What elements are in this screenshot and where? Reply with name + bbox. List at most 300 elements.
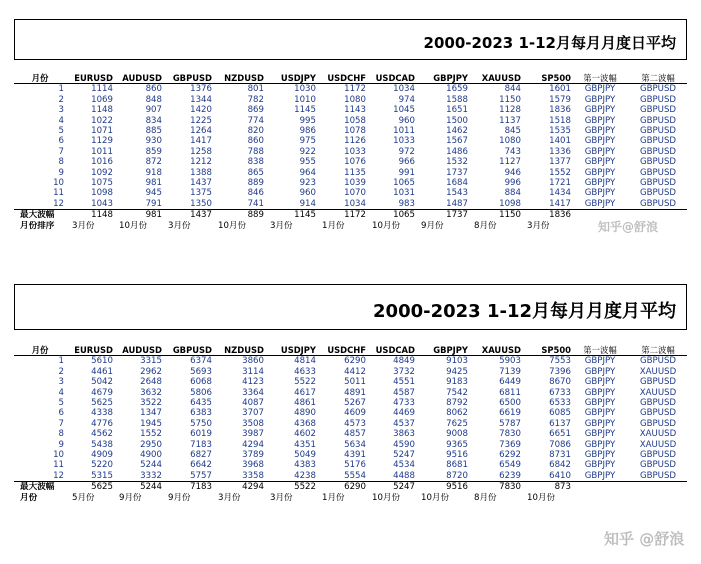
table-cell: 1070 bbox=[344, 188, 366, 199]
header-row bbox=[14, 345, 687, 356]
table-cell: 3789 bbox=[242, 450, 264, 461]
summary-cell: 3月份 bbox=[270, 492, 293, 503]
summary-cell: 873 bbox=[521, 482, 571, 493]
table-cell: 5 bbox=[58, 126, 64, 137]
table-cell: 834 bbox=[145, 115, 162, 126]
table-cell: 1137 bbox=[499, 115, 521, 126]
table-cell: 1150 bbox=[499, 94, 521, 105]
table-row bbox=[14, 460, 687, 470]
table-cell: 1344 bbox=[190, 94, 212, 105]
table-cell: 918 bbox=[145, 167, 162, 178]
table-cell: 1401 bbox=[549, 136, 571, 147]
table-cell: 3 bbox=[58, 105, 64, 116]
column-header: GBPUSD bbox=[162, 345, 212, 356]
table-row bbox=[14, 429, 687, 439]
table-cell: 1388 bbox=[190, 167, 212, 178]
table-cell: 3732 bbox=[393, 366, 415, 377]
table-cell: 5634 bbox=[344, 439, 366, 450]
table-cell: 1258 bbox=[190, 146, 212, 157]
column-header: GBPUSD bbox=[162, 73, 212, 84]
table-cell: 1552 bbox=[549, 167, 571, 178]
table-cell: 1543 bbox=[446, 188, 468, 199]
summary-cell: 4294 bbox=[212, 482, 264, 493]
table-cell: 3 bbox=[58, 377, 64, 388]
table-cell: 964 bbox=[299, 167, 316, 178]
table-cell: GBPJPY bbox=[584, 157, 616, 168]
table-cell: 4537 bbox=[393, 418, 415, 429]
table-cell: 1420 bbox=[190, 105, 212, 116]
table-cell: 1417 bbox=[190, 136, 212, 147]
table-cell: 6500 bbox=[499, 398, 521, 409]
summary-cell: 6290 bbox=[316, 482, 366, 493]
watermark: 知乎 @舒浪 bbox=[604, 530, 685, 548]
column-header: 月份 bbox=[14, 73, 66, 84]
table-cell: 1043 bbox=[91, 198, 113, 209]
table-cell: 3987 bbox=[242, 429, 264, 440]
table-cell: 1076 bbox=[344, 157, 366, 168]
table-cell: GBPJPY bbox=[584, 460, 616, 471]
table-cell: GBPJPY bbox=[584, 398, 616, 409]
column-header: GBPJPY bbox=[415, 73, 468, 84]
title-box bbox=[14, 19, 687, 60]
table-cell: GBPJPY bbox=[584, 178, 616, 189]
table-cell: 975 bbox=[299, 136, 316, 147]
table-cell: 12 bbox=[53, 470, 64, 481]
table-cell: 3632 bbox=[140, 387, 162, 398]
table-cell: 1945 bbox=[140, 418, 162, 429]
table-cell: 4617 bbox=[294, 387, 316, 398]
column-header: USDJPY bbox=[264, 73, 316, 84]
table-row bbox=[14, 116, 687, 126]
table-cell: 946 bbox=[504, 167, 521, 178]
summary-cell: 7183 bbox=[162, 482, 212, 493]
table-cell: 1092 bbox=[91, 167, 113, 178]
table-cell: 1033 bbox=[393, 136, 415, 147]
table-cell: 1518 bbox=[549, 115, 571, 126]
table-cell: 4602 bbox=[294, 429, 316, 440]
table-cell: 5610 bbox=[91, 356, 113, 367]
table-cell: 2 bbox=[58, 366, 64, 377]
table-cell: 743 bbox=[504, 146, 521, 157]
summary-cell: 9516 bbox=[415, 482, 468, 493]
table-cell: GBPUSD bbox=[639, 450, 677, 461]
table-cell: 6410 bbox=[549, 470, 571, 481]
table-cell: 5315 bbox=[91, 470, 113, 481]
table-cell: 8681 bbox=[446, 460, 468, 471]
table-cell: 4 bbox=[58, 387, 64, 398]
summary-cell: 9月份 bbox=[168, 492, 191, 503]
table-cell: GBPUSD bbox=[639, 126, 677, 137]
table-cell: 7086 bbox=[549, 439, 571, 450]
column-header: 月份 bbox=[14, 345, 66, 356]
table-cell: 1058 bbox=[344, 115, 366, 126]
table-cell: 4368 bbox=[294, 418, 316, 429]
column-header: XAUUSD bbox=[468, 73, 521, 84]
table-cell: GBPJPY bbox=[584, 105, 616, 116]
table-cell: 1080 bbox=[344, 94, 366, 105]
table-cell: 4294 bbox=[242, 439, 264, 450]
table-cell: 2 bbox=[58, 94, 64, 105]
table-cell: 1135 bbox=[344, 167, 366, 178]
column-header: SP500 bbox=[521, 345, 571, 356]
table-cell: GBPJPY bbox=[584, 84, 616, 95]
table-cell: 3358 bbox=[242, 470, 264, 481]
table-cell: 1075 bbox=[91, 178, 113, 189]
table-cell: 6068 bbox=[190, 377, 212, 388]
table-cell: 9008 bbox=[446, 429, 468, 440]
summary-cell: 1836 bbox=[521, 210, 571, 221]
column-header: USDCAD bbox=[366, 73, 415, 84]
table-cell: 5438 bbox=[91, 439, 113, 450]
table-cell: GBPUSD bbox=[639, 157, 677, 168]
table-cell: 6549 bbox=[499, 460, 521, 471]
table-cell: 1069 bbox=[91, 94, 113, 105]
table-cell: 5750 bbox=[190, 418, 212, 429]
table-cell: 8731 bbox=[549, 450, 571, 461]
summary-cell: 5月份 bbox=[72, 492, 95, 503]
table-cell: 1 bbox=[58, 356, 64, 367]
summary-cell bbox=[629, 482, 687, 493]
table-cell: 1127 bbox=[499, 157, 521, 168]
table-cell: XAUUSD bbox=[639, 366, 677, 377]
table-cell: 6435 bbox=[190, 398, 212, 409]
table-cell: 1011 bbox=[91, 146, 113, 157]
table-cell: 1080 bbox=[499, 136, 521, 147]
table-cell: 1836 bbox=[549, 105, 571, 116]
summary-cell: 10月份 bbox=[119, 220, 148, 231]
table-cell: 1114 bbox=[91, 84, 113, 95]
table-cell: GBPJPY bbox=[584, 408, 616, 419]
summary-cell: 3月份 bbox=[168, 220, 191, 231]
table-cell: 6239 bbox=[499, 470, 521, 481]
table-cell: 4890 bbox=[294, 408, 316, 419]
table-cell: 5176 bbox=[344, 460, 366, 471]
table-row bbox=[14, 188, 687, 198]
summary-cell: 1月份 bbox=[322, 220, 345, 231]
table-cell: 4849 bbox=[393, 356, 415, 367]
table-cell: 865 bbox=[247, 167, 264, 178]
table-cell: 5042 bbox=[91, 377, 113, 388]
summary-cell: 1148 bbox=[66, 210, 113, 221]
table-cell: 5 bbox=[58, 398, 64, 409]
table-row bbox=[14, 408, 687, 418]
table-cell: 1022 bbox=[91, 115, 113, 126]
table-cell: 846 bbox=[247, 188, 264, 199]
max-row bbox=[14, 210, 687, 221]
table-cell: 1172 bbox=[344, 84, 366, 95]
table-cell: 6085 bbox=[549, 408, 571, 419]
title-box bbox=[14, 284, 687, 330]
table-cell: 1535 bbox=[549, 126, 571, 137]
table-cell: 4573 bbox=[344, 418, 366, 429]
table-cell: 4733 bbox=[393, 398, 415, 409]
table-cell: 9365 bbox=[446, 439, 468, 450]
table-cell: 1148 bbox=[91, 105, 113, 116]
table-cell: 4087 bbox=[242, 398, 264, 409]
table-row bbox=[14, 105, 687, 115]
summary-cell: 8月份 bbox=[474, 492, 497, 503]
table-cell: 7183 bbox=[190, 439, 212, 450]
table-cell: GBPUSD bbox=[639, 136, 677, 147]
table-cell: 1376 bbox=[190, 84, 212, 95]
table-cell: 11 bbox=[53, 188, 64, 199]
table-cell: 1417 bbox=[549, 198, 571, 209]
table-cell: 1071 bbox=[91, 126, 113, 137]
table-cell: GBPJPY bbox=[584, 439, 616, 450]
table-cell: 1126 bbox=[344, 136, 366, 147]
table-cell: 7 bbox=[58, 146, 64, 157]
table-cell: 7139 bbox=[499, 366, 521, 377]
table-cell: GBPJPY bbox=[584, 429, 616, 440]
table-cell: 1347 bbox=[140, 408, 162, 419]
table-cell: 3860 bbox=[242, 356, 264, 367]
table-cell: 5757 bbox=[190, 470, 212, 481]
table-cell: GBPUSD bbox=[639, 460, 677, 471]
summary-cell: 981 bbox=[113, 210, 162, 221]
table-cell: GBPUSD bbox=[639, 356, 677, 367]
table-cell: 860 bbox=[145, 84, 162, 95]
table-cell: 6642 bbox=[190, 460, 212, 471]
table-cell: 1129 bbox=[91, 136, 113, 147]
column-header: 第二波幅 bbox=[629, 345, 687, 356]
table-cell: 8670 bbox=[549, 377, 571, 388]
table-cell: GBPJPY bbox=[584, 115, 616, 126]
table-cell: 1434 bbox=[549, 188, 571, 199]
daily-average-table bbox=[14, 73, 687, 231]
table-row bbox=[14, 95, 687, 105]
table-cell: 6827 bbox=[190, 450, 212, 461]
table-cell: GBPUSD bbox=[639, 84, 677, 95]
table-cell: 914 bbox=[299, 198, 316, 209]
table-cell: 2950 bbox=[140, 439, 162, 450]
table-cell: 741 bbox=[247, 198, 264, 209]
table-cell: 4633 bbox=[294, 366, 316, 377]
summary-cell: 3月份 bbox=[72, 220, 95, 231]
table-cell: 1486 bbox=[446, 146, 468, 157]
table-row bbox=[14, 450, 687, 460]
table-cell: 1377 bbox=[549, 157, 571, 168]
table-cell: 1011 bbox=[393, 126, 415, 137]
table-cell: 6 bbox=[58, 136, 64, 147]
table-cell: 4391 bbox=[344, 450, 366, 461]
table-cell: 6449 bbox=[499, 377, 521, 388]
table-cell: 10 bbox=[53, 178, 64, 189]
table-cell: 6842 bbox=[549, 460, 571, 471]
table-cell: 7553 bbox=[549, 356, 571, 367]
table-cell: 1567 bbox=[446, 136, 468, 147]
table-cell: 1031 bbox=[393, 188, 415, 199]
table-cell: 1264 bbox=[190, 126, 212, 137]
table-cell: 6811 bbox=[499, 387, 521, 398]
table-cell: 7625 bbox=[446, 418, 468, 429]
summary-cell: 月份 bbox=[20, 492, 38, 503]
table-cell: GBPJPY bbox=[584, 470, 616, 481]
table-cell: 1579 bbox=[549, 94, 571, 105]
summary-cell: 5247 bbox=[366, 482, 415, 493]
table-cell: 1552 bbox=[140, 429, 162, 440]
table-cell: 1737 bbox=[446, 167, 468, 178]
summary-cell: 3月份 bbox=[527, 220, 550, 231]
table-cell: 5806 bbox=[190, 387, 212, 398]
table-cell: 9 bbox=[58, 167, 64, 178]
summary-cell: 10月份 bbox=[372, 220, 401, 231]
table-cell: GBPJPY bbox=[584, 188, 616, 199]
table-cell: 6292 bbox=[499, 450, 521, 461]
table-cell: 5220 bbox=[91, 460, 113, 471]
table-cell: 844 bbox=[504, 84, 521, 95]
table-cell: 6137 bbox=[549, 418, 571, 429]
table-cell: 4909 bbox=[91, 450, 113, 461]
column-header: USDCHF bbox=[316, 345, 366, 356]
column-header: SP500 bbox=[521, 73, 571, 84]
table-row bbox=[14, 377, 687, 387]
table-cell: 4891 bbox=[344, 387, 366, 398]
table-cell: 1721 bbox=[549, 178, 571, 189]
table-row bbox=[14, 136, 687, 146]
table-cell: 4123 bbox=[242, 377, 264, 388]
table-cell: 1336 bbox=[549, 146, 571, 157]
table-cell: 884 bbox=[504, 188, 521, 199]
table-cell: 5244 bbox=[140, 460, 162, 471]
table-cell: 955 bbox=[299, 157, 316, 168]
table-row bbox=[14, 419, 687, 429]
table-cell: 3707 bbox=[242, 408, 264, 419]
table-cell: GBPJPY bbox=[584, 450, 616, 461]
table-cell: 5554 bbox=[344, 470, 366, 481]
summary-cell bbox=[571, 482, 629, 493]
table-cell: 5049 bbox=[294, 450, 316, 461]
table-cell: 4351 bbox=[294, 439, 316, 450]
table-cell: GBPUSD bbox=[639, 408, 677, 419]
column-header: EURUSD bbox=[66, 73, 113, 84]
table-cell: 1212 bbox=[190, 157, 212, 168]
column-header: NZDUSD bbox=[212, 345, 264, 356]
table-cell: 966 bbox=[398, 157, 415, 168]
table-cell: 7 bbox=[58, 418, 64, 429]
table-cell: 3364 bbox=[242, 387, 264, 398]
column-header: NZDUSD bbox=[212, 73, 264, 84]
summary-cell: 8月份 bbox=[474, 220, 497, 231]
table-cell: 4776 bbox=[91, 418, 113, 429]
table-cell: 859 bbox=[145, 146, 162, 157]
summary-cell: 最大波幅 bbox=[14, 210, 66, 221]
table-cell: 1030 bbox=[294, 84, 316, 95]
table-cell: 930 bbox=[145, 136, 162, 147]
table-cell: 1532 bbox=[446, 157, 468, 168]
column-header: 第一波幅 bbox=[571, 73, 629, 84]
table-cell: 4609 bbox=[344, 408, 366, 419]
table-cell: 3315 bbox=[140, 356, 162, 367]
table-cell: 4488 bbox=[393, 470, 415, 481]
table-cell: 1225 bbox=[190, 115, 212, 126]
table-cell: 860 bbox=[247, 136, 264, 147]
table-cell: 5247 bbox=[393, 450, 415, 461]
order-row bbox=[14, 221, 687, 231]
table-cell: 5693 bbox=[190, 366, 212, 377]
column-header: GBPJPY bbox=[415, 345, 468, 356]
summary-cell: 月份排序 bbox=[20, 220, 55, 231]
table-cell: 4814 bbox=[294, 356, 316, 367]
table-cell: 3508 bbox=[242, 418, 264, 429]
table-cell: 4412 bbox=[344, 366, 366, 377]
table-cell: 1098 bbox=[499, 198, 521, 209]
table-cell: 3332 bbox=[140, 470, 162, 481]
summary-cell: 1437 bbox=[162, 210, 212, 221]
table-cell: 6290 bbox=[344, 356, 366, 367]
table-cell: 4338 bbox=[91, 408, 113, 419]
summary-cell bbox=[629, 493, 687, 503]
summary-cell: 5522 bbox=[264, 482, 316, 493]
column-header: XAUUSD bbox=[468, 345, 521, 356]
table-cell: XAUUSD bbox=[639, 429, 677, 440]
table-row bbox=[14, 367, 687, 377]
table-title: 2000-2023 1-12月每月月度日平均 bbox=[423, 34, 676, 52]
summary-cell bbox=[571, 493, 629, 503]
table-cell: 782 bbox=[247, 94, 264, 105]
table-cell: 1128 bbox=[499, 105, 521, 116]
summary-cell: 3月份 bbox=[270, 220, 293, 231]
table-cell: 3522 bbox=[140, 398, 162, 409]
table-cell: 788 bbox=[247, 146, 264, 157]
table-cell: GBPJPY bbox=[584, 94, 616, 105]
table-cell: 4679 bbox=[91, 387, 113, 398]
table-cell: 1065 bbox=[393, 178, 415, 189]
table-cell: 1098 bbox=[91, 188, 113, 199]
table-cell: 10 bbox=[53, 450, 64, 461]
table-cell: 2648 bbox=[140, 377, 162, 388]
column-header: 第一波幅 bbox=[571, 345, 629, 356]
summary-cell: 1737 bbox=[415, 210, 468, 221]
table-cell: 4461 bbox=[91, 366, 113, 377]
table-cell: 4861 bbox=[294, 398, 316, 409]
table-cell: GBPJPY bbox=[584, 387, 616, 398]
table-cell: XAUUSD bbox=[639, 439, 677, 450]
table-title: 2000-2023 1-12月每月月度月平均 bbox=[373, 301, 676, 322]
table-cell: GBPUSD bbox=[639, 377, 677, 388]
table-cell: 4900 bbox=[140, 450, 162, 461]
table-cell: GBPJPY bbox=[584, 198, 616, 209]
table-cell: 1375 bbox=[190, 188, 212, 199]
table-cell: 4534 bbox=[393, 460, 415, 471]
table-cell: 983 bbox=[398, 198, 415, 209]
table-cell: 3968 bbox=[242, 460, 264, 471]
table-cell: 6383 bbox=[190, 408, 212, 419]
table-cell: 3863 bbox=[393, 429, 415, 440]
table-cell: GBPJPY bbox=[584, 377, 616, 388]
table-cell: 4590 bbox=[393, 439, 415, 450]
table-cell: 9425 bbox=[446, 366, 468, 377]
table-cell: 1033 bbox=[344, 146, 366, 157]
table-cell: 1143 bbox=[344, 105, 366, 116]
table-cell: 960 bbox=[299, 188, 316, 199]
table-cell: 774 bbox=[247, 115, 264, 126]
table-cell: 922 bbox=[299, 146, 316, 157]
table-cell: 8792 bbox=[446, 398, 468, 409]
table-cell: GBPUSD bbox=[639, 198, 677, 209]
summary-cell: 5625 bbox=[66, 482, 113, 493]
table-cell: 1016 bbox=[91, 157, 113, 168]
table-cell: 7369 bbox=[499, 439, 521, 450]
table-cell: 981 bbox=[145, 178, 162, 189]
table-cell: 6019 bbox=[190, 429, 212, 440]
column-header: 第二波幅 bbox=[629, 73, 687, 84]
table-cell: 5787 bbox=[499, 418, 521, 429]
header-row bbox=[14, 73, 687, 84]
column-header: AUDUSD bbox=[113, 73, 162, 84]
table-cell: 791 bbox=[145, 198, 162, 209]
table-row bbox=[14, 157, 687, 167]
table-cell: GBPUSD bbox=[639, 418, 677, 429]
